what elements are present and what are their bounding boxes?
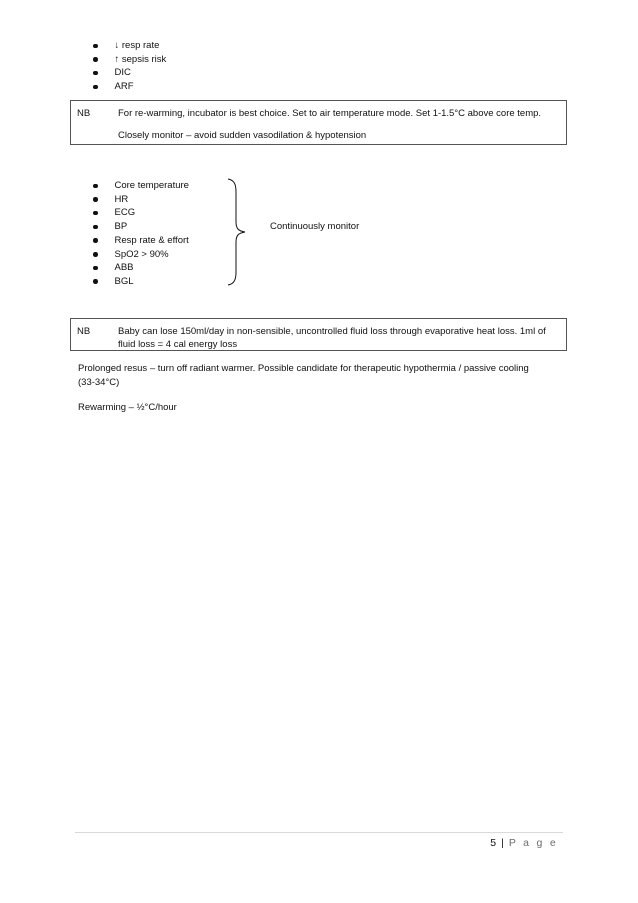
list-item: Resp rate & effort [92,234,189,248]
nb-line: Baby can lose 150ml/day in non-sensible, uncontrolled fluid loss through evaporative heat loss. 1ml of [118,326,546,337]
nb-label: NB [77,108,91,119]
bullet-icon [93,85,98,90]
bullet-icon [93,211,98,216]
bullet-icon [93,225,98,230]
list-item: HR [92,193,189,207]
nb-line: For re-warming, incubator is best choice. Set to air temperature mode. Set 1-1.5°C above core temp. [118,108,542,119]
list-item: BP [92,220,189,234]
nb-rewarming-box [70,100,567,145]
bullet-icon [93,279,98,284]
list-item: ABB [92,261,189,275]
list-item: SpO2 > 90% [92,247,189,261]
bullet-icon [93,197,98,202]
bullet-icon [93,252,98,257]
page-number: 5 [490,837,497,849]
footer-separator: | [501,837,504,849]
list-item: BGL [92,275,189,289]
bullet-icon [93,184,98,189]
bullet-icon [93,266,98,271]
bullet-icon [93,71,98,76]
nb-label: NB [77,326,91,337]
page-label: P a g e [508,837,558,849]
list-item: DIC [92,66,166,80]
list-item: ↑ sepsis risk [92,53,166,67]
right-brace-icon [227,178,249,286]
nb-fluid-loss-box [70,318,567,351]
list-item: Core temperature [92,179,189,193]
monitoring-list [92,179,189,289]
bullet-icon [93,57,98,62]
page-footer [490,838,558,849]
prolonged-resus-paragraph-cont: (33-34°C) [78,377,120,388]
rewarming-paragraph: Rewarming – ½°C/hour [78,402,177,413]
list-item: ↓ resp rate [92,39,166,53]
list-item: ECG [92,206,189,220]
complications-list [92,39,166,94]
nb-line: fluid loss = 4 cal energy loss [118,339,238,350]
prolonged-resus-paragraph: Prolonged resus – turn off radiant warmer. Possible candidate for therapeutic hypothermia / passive cooling [78,363,529,374]
bullet-icon [93,44,98,49]
list-item: ARF [92,80,166,94]
bullet-icon [93,238,98,243]
nb-line: Closely monitor – avoid sudden vasodilation & hypotension [118,130,367,141]
continuously-monitor-note: Continuously monitor [270,221,360,232]
footer-divider [75,832,563,833]
